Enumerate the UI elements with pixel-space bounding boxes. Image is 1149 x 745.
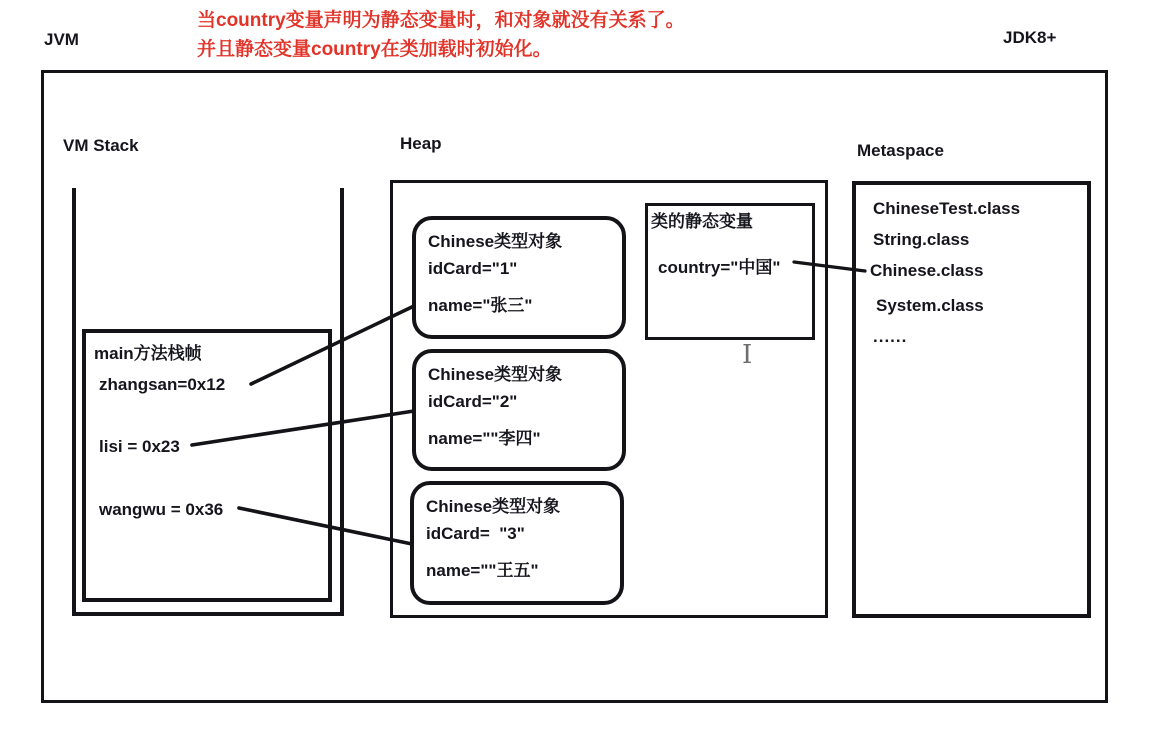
static-country-value: country="中国" — [658, 258, 781, 277]
vm-stack-label: VM Stack — [63, 136, 139, 155]
heap-object-2 — [412, 349, 626, 471]
object-1-idcard: idCard="1" — [428, 259, 518, 278]
text-cursor-icon: I — [742, 340, 753, 370]
object-2-title: Chinese类型对象 — [428, 365, 563, 384]
main-stack-frame — [82, 329, 332, 602]
object-2-idcard: idCard="2" — [428, 392, 518, 411]
metaspace-class-ellipsis: ...... — [873, 327, 908, 346]
object-3-idcard: idCard= "3" — [426, 524, 525, 543]
object-1-title: Chinese类型对象 — [428, 232, 563, 251]
stack-var-lisi: lisi = 0x23 — [99, 437, 180, 456]
metaspace-class-chinesetest: ChineseTest.class — [873, 199, 1021, 218]
metaspace-label: Metaspace — [857, 141, 944, 160]
stack-var-zhangsan: zhangsan=0x12 — [99, 375, 226, 394]
annotation-line-2: 并且静态变量country在类加载时初始化。 — [197, 39, 552, 60]
static-variable-box — [645, 203, 815, 340]
heap-object-1 — [412, 216, 626, 339]
static-box-title: 类的静态变量 — [651, 212, 753, 231]
heap-object-3 — [410, 481, 624, 605]
object-3-name: name=""王五" — [426, 561, 539, 580]
annotation-note — [197, 6, 685, 64]
object-3-title: Chinese类型对象 — [426, 497, 561, 516]
object-1-name: name="张三" — [428, 296, 533, 315]
metaspace-box — [852, 181, 1091, 618]
object-2-name: name=""李四" — [428, 429, 541, 448]
metaspace-class-string: String.class — [873, 230, 970, 249]
metaspace-class-system: System.class — [876, 296, 984, 315]
jdk-version-label: JDK8+ — [1003, 28, 1057, 47]
annotation-line-1: 当country变量声明为静态变量时，和对象就没有关系了。 — [197, 10, 685, 31]
heap-label: Heap — [400, 134, 442, 153]
stack-frame-title: main方法栈帧 — [94, 344, 202, 363]
metaspace-class-chinese: Chinese.class — [870, 261, 984, 280]
stack-var-wangwu: wangwu = 0x36 — [99, 500, 224, 519]
jvm-label: JVM — [44, 30, 79, 49]
